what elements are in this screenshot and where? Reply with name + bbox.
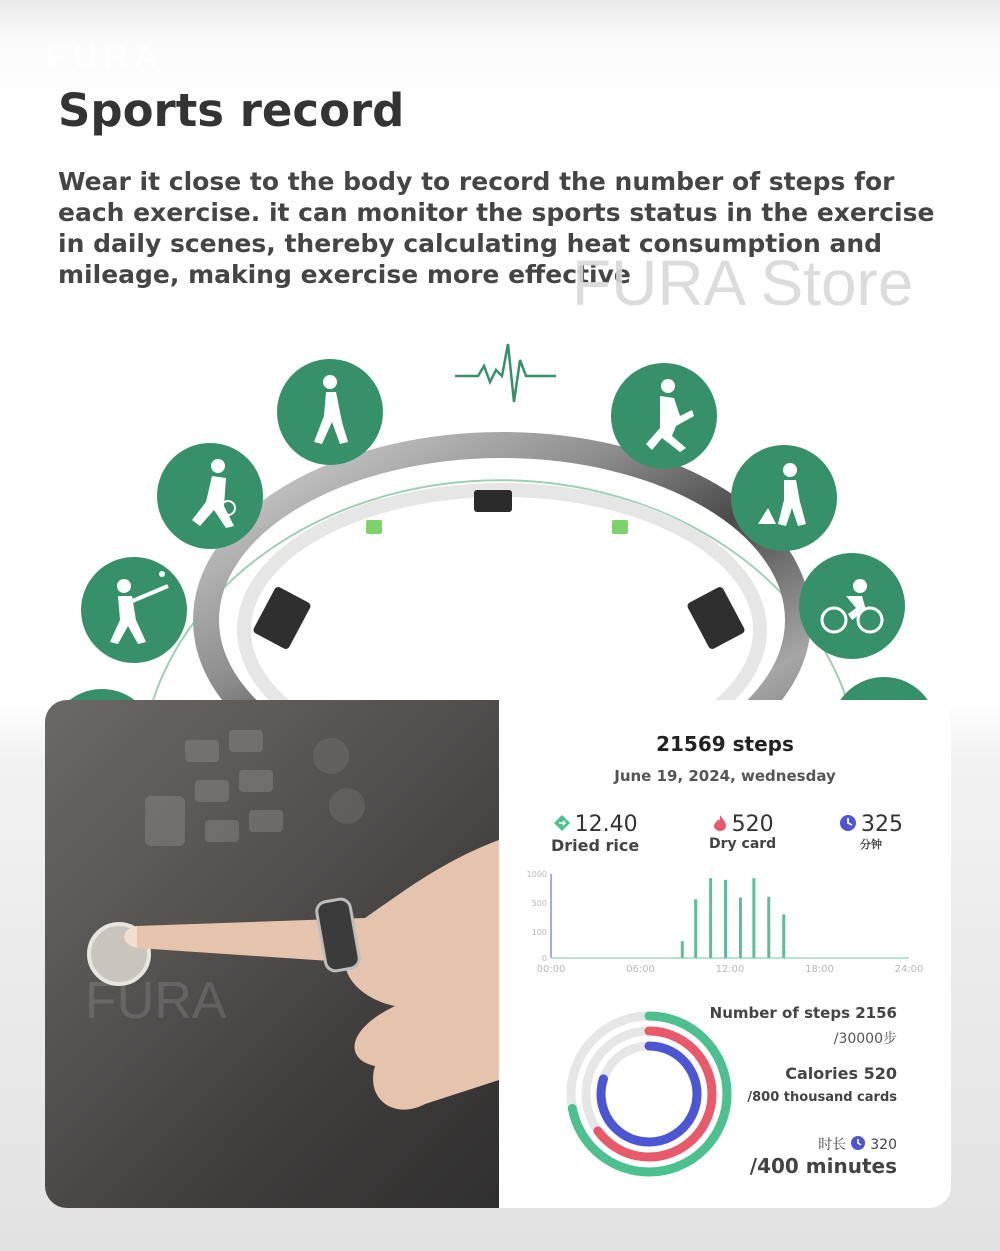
hiking-icon [731,445,837,551]
smart-ring [315,898,361,973]
metric-distance [551,812,639,855]
flame-icon [712,813,728,838]
y-tick-label: 500 [531,899,547,908]
x-tick-label: 24:00 [894,964,923,975]
chart-bar [694,899,697,958]
calories-ring-goal: /800 thousand cards [747,1090,897,1105]
cycling-icon [799,553,905,659]
clock-icon [850,1135,866,1155]
sensor-block-left [252,586,312,651]
stats-card [499,700,951,1208]
chart-bar [752,878,755,958]
steps-ring-goal: /30000步 [833,1031,897,1047]
jogging-icon [611,363,717,469]
x-tick-label: 18:00 [805,964,834,975]
chart-bar [767,897,770,958]
steps-total: 21569 steps [656,732,794,756]
treadmill-buttons [145,730,365,846]
basketball-icon [157,443,263,549]
duration-value: 320 [870,1137,897,1153]
baseball-icon [81,557,187,663]
clock-icon [839,813,857,838]
store-watermark: FURA Store [572,247,914,319]
chart-bar [782,914,785,958]
distance-icon [553,813,571,838]
sensor-chip [474,490,512,512]
duration-ring-goal: /400 minutes [749,1154,897,1178]
x-tick-label: 00:00 [536,964,566,975]
sensor-led-right [612,520,628,534]
brand-watermark: FURA [46,38,165,76]
chart-bar [739,898,742,958]
metric-duration-label: 分钟 [860,837,882,851]
walking-icon [277,359,383,465]
metric-distance-value: 12.40 [574,812,638,837]
x-tick-label: 06:00 [626,964,655,975]
metric-distance-label: Dried rice [551,835,640,855]
metric-calories-value: 520 [731,812,774,837]
ring-inner [244,490,760,710]
sensor-block-right [686,586,746,651]
steps-ring-label: Number of steps 2156 [709,1004,897,1022]
calories-ring-label: Calories 520 [785,1064,897,1083]
ring-hero-illustration [0,330,1000,710]
activity-rings [559,1004,739,1184]
y-tick-label: 1000 [526,870,547,879]
duration-prefix: 时长 [818,1137,847,1153]
finger-ring-photo [45,700,499,1208]
chart-bar [724,880,727,958]
date-label: June 19, 2024, wednesday [614,767,836,785]
sensor-led-left [366,520,382,534]
metric-duration [839,812,903,852]
chart-bar [709,878,712,958]
metric-calories-label: Dry card [709,835,777,852]
y-tick-label: 0 [541,954,547,963]
steps-bar-chart [523,866,923,982]
x-tick-label: 12:00 [715,964,745,975]
chart-bar [681,941,684,958]
duration-ring-label [818,1134,897,1155]
heartbeat-icon [455,344,556,402]
metric-calories [709,812,776,852]
svg-text:FURA: FURA [85,972,227,1030]
page-title: Sports record [58,84,405,137]
description: Wear it close to the body to record the number of steps for each exercise. it can monitor the sports status in the exercise in daily scenes, thereby calculating heat consumption and mileage, making exercise more effective [58,167,935,289]
y-tick-label: 100 [531,928,547,937]
metric-duration-value: 325 [861,812,903,837]
